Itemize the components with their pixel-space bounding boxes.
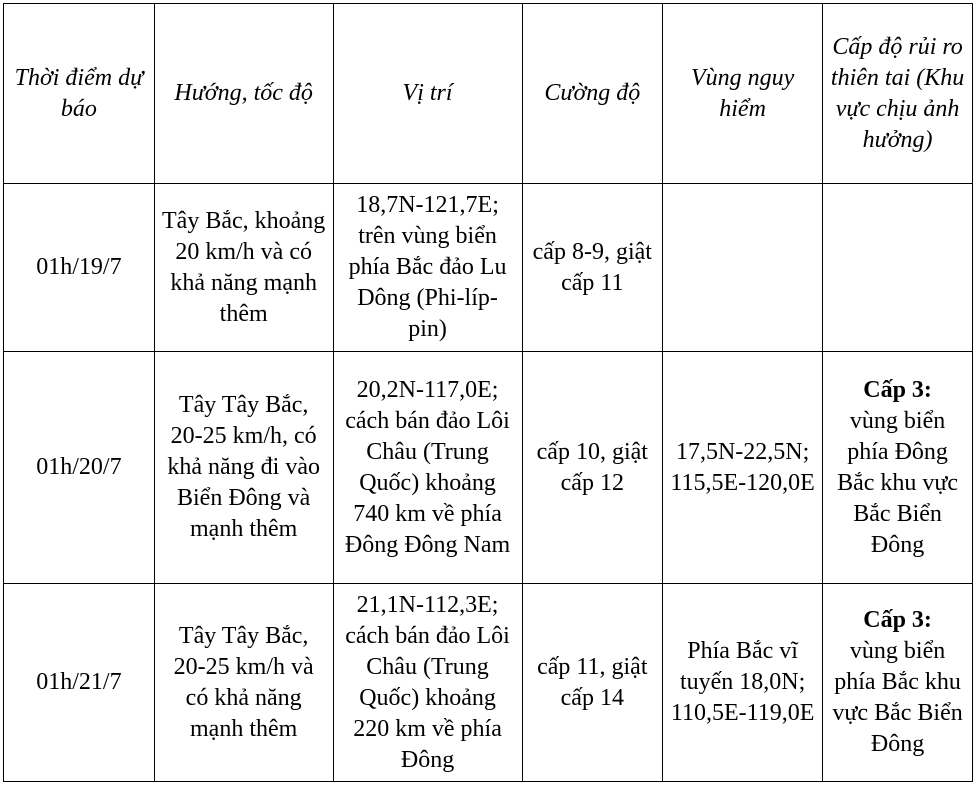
cell-position: 20,2N-117,0E; cách bán đảo Lôi Châu (Trung Quốc) khoảng 740 km về phía Đông Đông Nam <box>333 352 522 584</box>
cell-position: 18,7N-121,7E; trên vùng biển phía Bắc đảo Lu Dông (Phi-líp-pin) <box>333 184 522 352</box>
header-intensity: Cường độ <box>522 4 662 184</box>
forecast-table <box>3 3 973 782</box>
header-direction-speed: Hướng, tốc độ <box>154 4 333 184</box>
cell-position: 21,1N-112,3E; cách bán đảo Lôi Châu (Trung Quốc) khoảng 220 km về phía Đông <box>333 584 522 782</box>
cell-danger-zone: Phía Bắc vĩ tuyến 18,0N; 110,5E-119,0E <box>663 584 823 782</box>
header-forecast-time: Thời điểm dự báo <box>4 4 155 184</box>
cell-risk <box>823 584 973 782</box>
header-row <box>4 4 973 184</box>
cell-danger-zone: 17,5N-22,5N; 115,5E-120,0E <box>663 352 823 584</box>
table-row <box>4 184 973 352</box>
table-row <box>4 352 973 584</box>
risk-area-text: vùng biển phía Đông Bắc khu vực Bắc Biển Đông <box>837 407 959 558</box>
risk-level-label: Cấp 3: <box>863 607 932 633</box>
cell-time: 01h/19/7 <box>4 184 155 352</box>
cell-direction: Tây Tây Bắc, 20-25 km/h, có khả năng đi vào Biển Đông và mạnh thêm <box>154 352 333 584</box>
header-position: Vị trí <box>333 4 522 184</box>
cell-time: 01h/20/7 <box>4 352 155 584</box>
cell-direction: Tây Tây Bắc, 20-25 km/h và có khả năng mạnh thêm <box>154 584 333 782</box>
risk-area-text: vùng biển phía Bắc khu vực Bắc Biển Đông <box>832 638 963 757</box>
cell-time: 01h/21/7 <box>4 584 155 782</box>
header-danger-zone: Vùng nguy hiểm <box>663 4 823 184</box>
cell-intensity: cấp 10, giật cấp 12 <box>522 352 662 584</box>
cell-intensity: cấp 11, giật cấp 14 <box>522 584 662 782</box>
cell-intensity: cấp 8-9, giật cấp 11 <box>522 184 662 352</box>
cell-direction: Tây Bắc, khoảng 20 km/h và có khả năng mạnh thêm <box>154 184 333 352</box>
risk-level-label: Cấp 3: <box>863 376 932 403</box>
header-risk-level: Cấp độ rủi ro thiên tai (Khu vực chịu ảnh hưởng) <box>823 4 973 184</box>
cell-risk <box>823 352 973 584</box>
cell-danger-zone <box>663 184 823 352</box>
cell-risk <box>823 184 973 352</box>
table-row <box>4 584 973 782</box>
